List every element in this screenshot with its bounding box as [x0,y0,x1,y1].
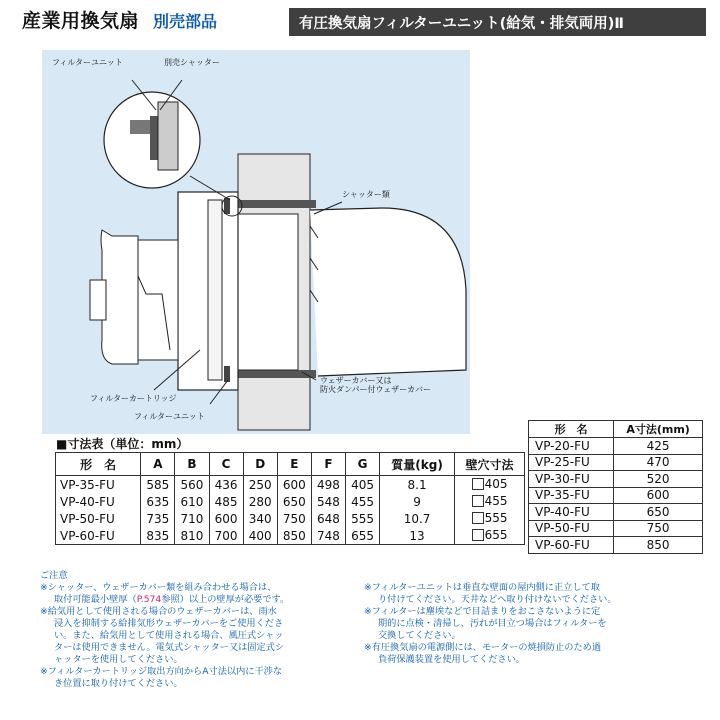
cell-a: 835 [141,527,175,545]
motor-housing [101,230,138,364]
note-line: 交換してください。 [378,630,461,641]
label-filter-unit-top: フィルターユニット [52,58,123,67]
cell-f: 748 [311,527,345,545]
note-line: き位置に取り付けてください。 [54,678,183,689]
table-row [56,510,525,527]
col-mass: 質量(kg) [380,453,455,476]
header-left [22,6,217,36]
label-weather-cover [320,376,431,394]
note-line: い。また、給気用として使用される場合、風圧式シャッ [54,630,284,641]
detail-bolt-head [130,120,150,134]
hole-size: 405 [484,476,508,491]
notes-right [364,582,704,666]
a-value: 425 [614,438,703,455]
cell-e: 650 [277,493,311,510]
cell-e: 850 [277,527,311,545]
a-value: 600 [614,487,703,504]
square-symbol-icon [472,495,484,507]
cell-b: 710 [175,510,209,527]
a-value: 750 [614,520,703,537]
product-title: 有圧換気扇フィルターユニット(給気・排気両用)Ⅱ [299,15,624,32]
cell-b: 810 [175,527,209,545]
label-weather-cover-line1: ウェザーカバー又は [320,376,392,385]
a-model: VP-30-FU [529,471,614,488]
a-model: VP-60-FU [529,537,614,554]
cell-b: 610 [175,493,209,510]
filter-cartridge [208,200,222,380]
hole-size: 555 [484,510,508,525]
table-row [56,476,525,494]
a-value: 850 [614,537,703,554]
cell-d: 280 [243,493,277,510]
col-d: D [243,453,277,476]
a-value: 650 [614,504,703,521]
subcategory-title: 別売部品 [153,12,218,31]
col-b: B [175,453,209,476]
cell-mass: 10.7 [380,510,455,527]
cell-c: 600 [209,510,243,527]
a-model: VP-20-FU [529,438,614,455]
a-col-model: 形 名 [529,421,614,438]
label-shutter-types: シャッター類 [342,190,390,199]
note-line: 期的に点検・清掃し、汚れが目立つ場合はフィルターを [378,618,607,629]
table-row [529,537,703,554]
cell-mass: 9 [380,493,455,510]
duct [232,214,298,370]
col-e: E [277,453,311,476]
note-line: ※フィルターは塵埃などで目詰まりをおこさないように定 [364,606,601,617]
square-symbol-icon [472,478,484,490]
cell-model: VP-50-FU [56,510,141,527]
cell-c: 436 [209,476,243,494]
table-row [529,504,703,521]
bolt [224,198,230,214]
a-dimension-table [528,420,703,554]
cell-a: 585 [141,476,175,494]
col-f: F [311,453,345,476]
a-table-header [529,421,703,438]
cell-e: 750 [277,510,311,527]
table-row [56,527,525,545]
page-reference: P.574 [136,594,162,605]
col-model: 形 名 [56,453,141,476]
table-row [529,520,703,537]
a-value: 470 [614,454,703,471]
cell-g: 405 [345,476,379,494]
cell-d: 400 [243,527,277,545]
a-model: VP-50-FU [529,520,614,537]
installation-diagram [42,50,470,434]
note-line [40,594,360,606]
notes-left [40,570,360,690]
a-model: VP-35-FU [529,487,614,504]
cell-g: 455 [345,493,379,510]
square-symbol-icon [472,529,484,541]
table-row [529,438,703,455]
col-c: C [209,453,243,476]
detail-wall [158,102,178,170]
cell-model: VP-60-FU [56,527,141,545]
product-title-bar [289,8,706,36]
cell-mass: 8.1 [380,476,455,494]
square-symbol-icon [472,512,484,524]
cell-c: 700 [209,527,243,545]
note-line: ※給気用として使用される場合のウェザーカバーは、雨水 [40,606,277,617]
dimension-table-header [56,453,525,476]
note-line: 負荷保護装置を使用してください。 [378,654,525,665]
note-line: 浸入を抑制する給排気形ウェザーカバーをご使用くださ [54,618,284,629]
note-line: ターは使用できません。電気式シャッター又は固定式シ [54,642,285,653]
table-row [529,454,703,471]
note-line: ※フィルターユニットは垂直な壁面の屋内側に正立して取 [364,582,600,593]
note-line: り付けてください。天井などへ取り付けないでください。 [378,594,617,605]
note-line: ※シャッター、ウェザーカバー類を組み合わせる場合は、 [40,582,277,593]
dimension-table [55,452,525,545]
cell-g: 555 [345,510,379,527]
weather-cover [310,208,466,376]
motor-cap [90,280,106,320]
label-optional-shutter: 別売シャッター [164,58,220,67]
a-model: VP-25-FU [529,454,614,471]
note-text: 取付可能最小壁厚（ [54,594,137,605]
dimension-table-title: ■寸法表（単位：mm） [56,437,189,451]
bolt [224,366,230,382]
cell-f: 548 [311,493,345,510]
cell-wall-hole [455,476,525,494]
cell-wall-hole [455,510,525,527]
table-row [529,471,703,488]
cell-wall-hole [455,527,525,545]
notes-heading: ご注意 [40,570,68,581]
label-filter-unit-bottom: フィルターユニット [134,412,205,421]
detail-flange [150,116,158,160]
cell-d: 340 [243,510,277,527]
upper-seal [232,200,316,208]
label-weather-cover-line2: 防火ダンパー付ウェザーカバー [320,385,432,395]
cell-g: 655 [345,527,379,545]
cell-c: 485 [209,493,243,510]
col-wall-hole: 壁穴寸法 [455,453,525,476]
label-filter-cartridge: フィルターカートリッジ [90,394,177,403]
lower-seal [232,370,316,378]
a-value: 520 [614,471,703,488]
hole-size: 655 [484,527,508,542]
note-line: ※有圧換気扇の電源側には、モーターの焼損防止のため過 [364,642,602,653]
table-row [529,487,703,504]
col-g: G [345,453,379,476]
note-line: ※フィルターカートリッジ取出方向からA寸法以内に干渉な [40,666,283,677]
cell-mass: 13 [380,527,455,545]
cell-f: 498 [311,476,345,494]
cell-a: 635 [141,493,175,510]
fan-guard [138,240,178,360]
col-a: A [141,453,175,476]
cell-model: VP-40-FU [56,493,141,510]
note-text: 参照）以上の壁厚が必要です。 [161,594,290,605]
cell-a: 735 [141,510,175,527]
cell-f: 648 [311,510,345,527]
table-row [56,493,525,510]
cell-wall-hole [455,493,525,510]
cell-d: 250 [243,476,277,494]
cell-b: 560 [175,476,209,494]
a-col-a: A寸法(mm) [614,421,703,438]
hole-size: 455 [484,493,508,508]
cell-e: 600 [277,476,311,494]
category-title: 産業用換気扇 [22,10,140,32]
cell-model: VP-35-FU [56,476,141,494]
a-model: VP-40-FU [529,504,614,521]
note-line: ャッターを使用してください。 [54,654,183,665]
